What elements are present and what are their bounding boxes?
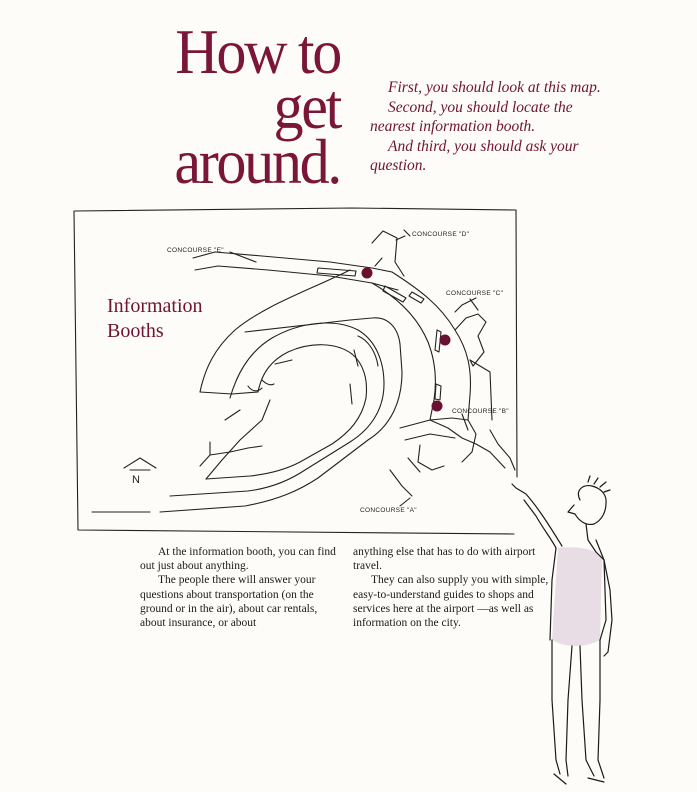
body-paragraph: The people there will answer your questions about transportation (on the ground or in the air), about car rentals, about insurance, or about [140,574,318,630]
intro-step-3: And third, you should ask your question. [370,137,579,174]
body-paragraph: anything else that has to do with airport travel. [353,546,536,573]
body-column-2 [353,545,553,630]
north-label: N [132,474,140,486]
intro-step-2: Second, you should locate the nearest information booth. [370,98,573,135]
body-paragraph: They can also supply you with simple, easy-to-understand guides to shops and services here at the airport —as well as information on the city. [353,574,549,630]
map-frame [74,208,517,534]
info-booths-legend [107,294,203,344]
info-booth-marker [432,401,443,412]
legend-line-2: Booths [107,320,164,342]
info-booth-marker [362,268,373,279]
north-arrow-icon [124,458,156,470]
info-booth-marker [440,335,451,346]
concourse-b-label: CONCOURSE "B" [452,408,509,415]
concourse-d-label: CONCOURSE "D" [412,231,470,238]
concourse-a-building [390,458,420,496]
concourse-c-label: CONCOURSE "C" [446,290,504,297]
terminal-inner-curve [372,283,435,420]
headline-line-3: around. [174,126,340,198]
body-column-1 [140,545,345,630]
headline-line-2: get [273,71,340,143]
legend-line-1: Information [107,295,203,317]
intro-step-1: First, you should look at this map. [388,79,601,96]
concourse-e-label: CONCOURSE "E" [167,247,224,254]
body-paragraph: At the information booth, you can find out just about anything. [140,546,336,573]
headline-line-1: How to [175,16,340,87]
roadway-middle [170,323,384,496]
concourse-c-building [455,298,486,366]
concourse-a-label: CONCOURSE "A" [360,507,417,514]
